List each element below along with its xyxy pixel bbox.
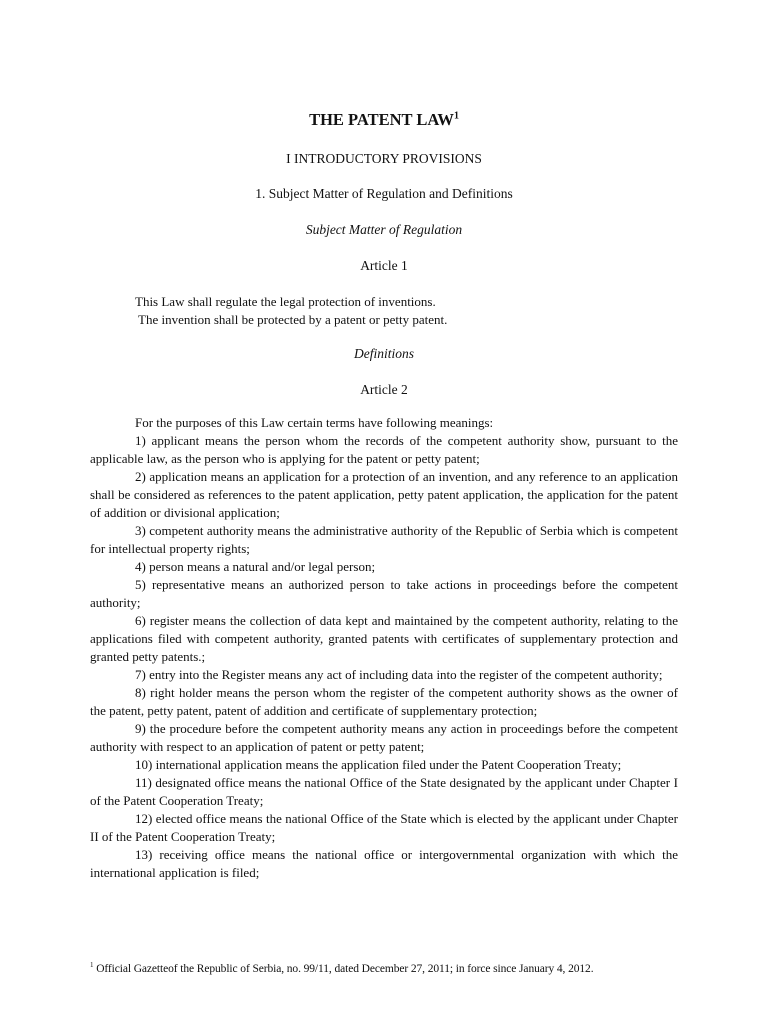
definition-item: 9) the procedure before the competent authority means any action in proceedings before the competent authority with respect to an application of patent or petty patent;	[90, 721, 678, 754]
article-2-heading: Article 2	[360, 382, 408, 397]
definition-item: 6) register means the collection of data kept and maintained by the competent authority, relating to the applications filed with competent authority, granted patents with certificates of supplementary protection and granted petty patents.;	[90, 613, 678, 664]
title-text: THE PATENT LAW	[309, 110, 454, 129]
subheading-subject-matter: Subject Matter of Regulation	[305, 222, 463, 237]
chapter-heading: I INTRODUCTORY PROVISIONS	[286, 151, 482, 166]
title-footnote-mark: 1	[453, 110, 459, 122]
definition-item: 12) elected office means the national Office of the State which is elected by the applicant under Chapter II of the Patent Cooperation Treaty;	[90, 811, 678, 844]
definition-item: 11) designated office means the national Office of the State designated by the applicant under Chapter I of the Patent Cooperation Treaty;	[90, 775, 678, 808]
definition-item: 4) person means a natural and/or legal person;	[135, 559, 376, 574]
footnote-mark: 1	[90, 961, 94, 970]
definition-item: 7) entry into the Register means any act of including data into the register of the competent authority;	[135, 667, 663, 682]
definition-item: 3) competent authority means the administrative authority of the Republic of Serbia which is competent for intellectual property rights;	[90, 523, 678, 556]
subheading-definitions: Definitions	[354, 346, 414, 361]
article-2-intro: For the purposes of this Law certain terms have following meanings:	[135, 415, 494, 430]
article-2-body	[90, 414, 678, 882]
document-title	[0, 110, 768, 130]
article-1-line-2: The invention shall be protected by a patent or petty patent.	[138, 312, 448, 327]
footnote	[90, 963, 593, 975]
article-1-heading: Article 1	[360, 258, 408, 273]
definition-item: 1) applicant means the person whom the records of the competent authority show, pursuant to the applicable law, as the person who is applying for the patent or petty patent;	[90, 433, 678, 466]
footnote-text: Official Gazetteof the Republic of Serbia, no. 99/11, dated December 27, 2011; in force since January 4, 2012.	[96, 963, 594, 975]
definition-item: 5) representative means an authorized person to take actions in proceedings before the competent authority;	[90, 577, 678, 610]
definition-item: 8) right holder means the person whom the register of the competent authority shows as the owner of the patent, petty patent, patent of addition and certificate of supplementary protection;	[90, 685, 678, 718]
definition-item: 13) receiving office means the national office or intergovernmental organization with which the international application is filed;	[90, 847, 678, 880]
article-1-line-1: This Law shall regulate the legal protection of inventions.	[135, 294, 436, 309]
definition-item: 2) application means an application for a protection of an invention, and any reference to an application shall be considered as references to the patent application, petty patent application, the application for the patent of addition or divisional application;	[90, 469, 678, 520]
definition-item: 10) international application means the application filed under the Patent Cooperation Treaty;	[135, 757, 622, 772]
section-heading: 1. Subject Matter of Regulation and Definitions	[255, 186, 513, 201]
